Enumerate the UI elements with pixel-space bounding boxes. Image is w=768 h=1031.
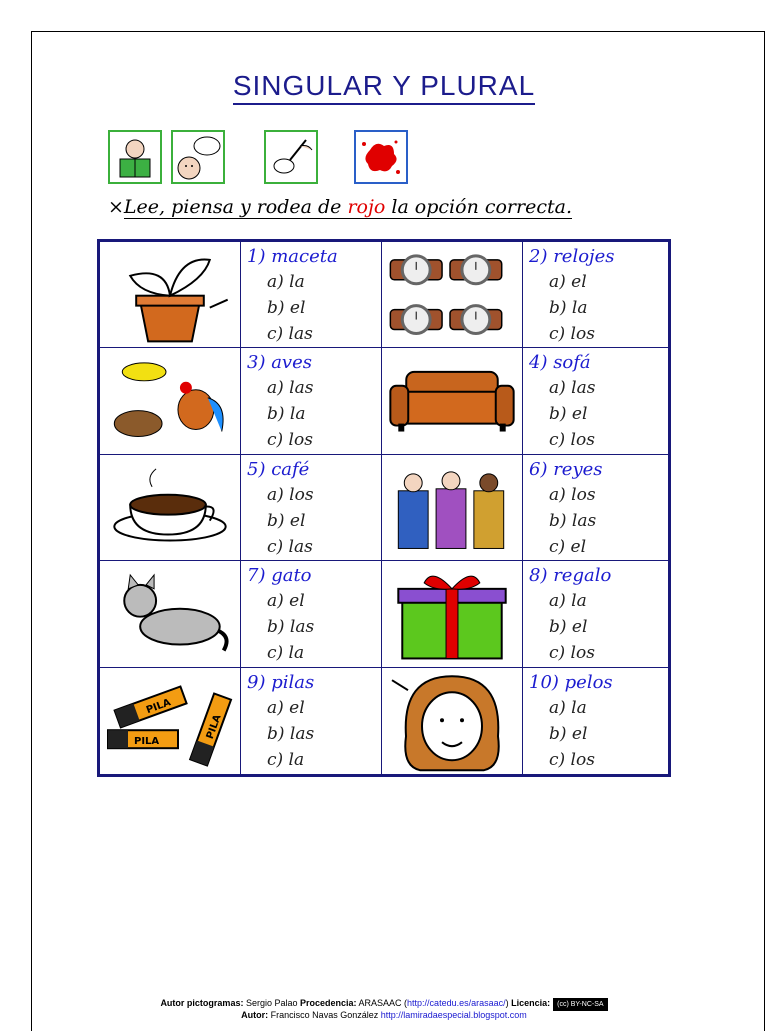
option-c[interactable]: c) las (267, 536, 313, 557)
item-word: 6) reyes (529, 458, 603, 480)
battery-label: PILA (144, 696, 173, 716)
option-a[interactable]: a) el (267, 697, 305, 718)
item-picture (100, 561, 241, 667)
option-a[interactable]: a) las (267, 378, 314, 399)
reading-child-icon (108, 130, 162, 184)
item-picture (382, 455, 523, 561)
item-word: 7) gato (247, 565, 312, 587)
option-b[interactable]: b) el (549, 617, 588, 638)
gift-icon (382, 561, 522, 666)
item-picture (100, 348, 241, 454)
option-a[interactable]: a) los (267, 484, 314, 505)
item-picture (100, 455, 241, 561)
birds-icon (100, 348, 240, 453)
item-word: 10) pelos (529, 671, 613, 693)
option-b[interactable]: b) la (549, 298, 588, 318)
option-b[interactable]: b) la (267, 404, 306, 425)
batteries-icon (100, 668, 240, 774)
option-b[interactable]: b) el (267, 510, 306, 531)
battery-label: PILA (204, 712, 224, 741)
three-kings-icon (382, 455, 522, 560)
arasaac-link[interactable]: http://catedu.es/arasaac/ (407, 998, 506, 1008)
hair-icon (382, 668, 522, 774)
option-c[interactable]: c) el (549, 536, 587, 557)
thinking-child-icon (171, 130, 225, 184)
option-b[interactable]: b) las (549, 510, 597, 531)
option-b[interactable]: b) las (267, 723, 315, 744)
option-a[interactable]: a) las (549, 378, 596, 399)
footer-line-1: Autor pictogramas: Sergio Palao Procedencia: ARASAAC (http://catedu.es/arasaac/) Licencia: (cc) BY-NC-SA (0, 998, 768, 1011)
drawing-hand-icon (264, 130, 318, 184)
option-c[interactable]: c) la (267, 749, 305, 770)
item-options (241, 561, 382, 667)
option-c[interactable]: c) la (267, 643, 305, 664)
item-word: 9) pilas (247, 671, 315, 693)
option-c[interactable]: c) los (549, 749, 595, 770)
item-picture (382, 668, 523, 774)
license-badge: (cc) BY-NC-SA (553, 998, 607, 1011)
item-options (241, 242, 382, 348)
option-b[interactable]: b) el (549, 723, 588, 744)
blog-link[interactable]: http://lamiradaespecial.blogspot.com (380, 1010, 527, 1020)
option-a[interactable]: a) la (267, 272, 305, 292)
option-b[interactable]: b) las (267, 617, 315, 638)
item-options (523, 668, 668, 774)
option-a[interactable]: a) la (549, 591, 587, 612)
item-options (523, 348, 668, 454)
footer-line-2: Autor: Francisco Navas González http://lamiradaespecial.blogspot.com (241, 1010, 527, 1020)
sofa-icon (382, 348, 522, 453)
item-options (241, 348, 382, 454)
option-b[interactable]: b) el (549, 404, 588, 425)
item-picture (382, 348, 523, 454)
option-a[interactable]: a) el (549, 272, 587, 292)
item-options (241, 455, 382, 561)
page-title: SINGULAR Y PLURAL (0, 70, 768, 102)
item-picture (100, 242, 241, 348)
option-c[interactable]: c) las (267, 324, 313, 344)
option-a[interactable]: a) la (549, 697, 587, 718)
coffee-cup-icon (100, 455, 240, 560)
option-c[interactable]: c) los (549, 643, 595, 664)
watches-icon (382, 242, 522, 347)
item-word: 8) regalo (529, 565, 612, 587)
option-a[interactable]: a) los (549, 484, 596, 505)
item-options (241, 668, 382, 774)
item-options (523, 561, 668, 667)
battery-label: PILA (134, 735, 160, 747)
item-word: 5) café (247, 458, 310, 480)
option-c[interactable]: c) los (267, 430, 313, 451)
item-word: 1) maceta (247, 246, 338, 267)
cat-icon (100, 561, 240, 666)
item-word: 3) aves (247, 352, 312, 374)
flower-pot-icon (100, 242, 240, 347)
item-picture (382, 561, 523, 667)
option-c[interactable]: c) los (549, 324, 595, 344)
item-options (523, 455, 668, 561)
item-word: 2) relojes (529, 246, 615, 267)
option-a[interactable]: a) el (267, 591, 305, 612)
option-c[interactable]: c) los (549, 430, 595, 451)
option-b[interactable]: b) el (267, 298, 306, 318)
item-options (523, 242, 668, 348)
item-picture (100, 668, 241, 774)
item-word: 4) sofá (529, 352, 591, 374)
item-picture (382, 242, 523, 348)
red-paint-splash-icon (354, 130, 408, 184)
instruction: ×Lee, piensa y rodea de rojo la opción correcta. (108, 196, 572, 218)
exercise-grid (97, 239, 671, 777)
